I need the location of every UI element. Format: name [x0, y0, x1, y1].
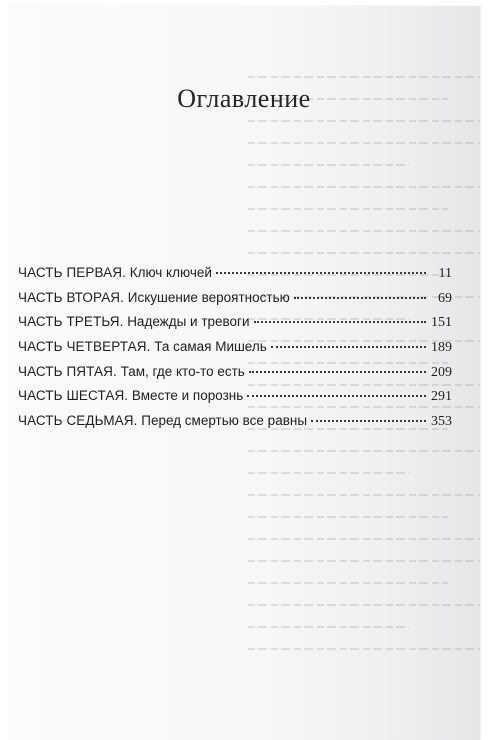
dot-leader [271, 346, 426, 348]
toc-page-number: 209 [431, 364, 452, 380]
toc-part-label: ЧАСТЬ ТРЕТЬЯ. [18, 314, 124, 330]
toc-entry [18, 314, 452, 338]
toc-entry [18, 413, 452, 437]
toc-title: Там, где кто-то есть [120, 363, 245, 379]
toc-part-label: ЧАСТЬ ВТОРАЯ. [18, 289, 125, 305]
table-of-contents [18, 265, 452, 438]
toc-page-number: 353 [431, 414, 452, 430]
toc-entry [18, 265, 452, 289]
toc-entry [18, 388, 452, 412]
toc-title: Та самая Мишель [154, 339, 267, 355]
toc-part-label: ЧАСТЬ ПЯТАЯ. [18, 363, 117, 379]
toc-title: Ключ ключей [129, 265, 212, 280]
dot-leader [249, 371, 426, 373]
toc-part-label: ЧАСТЬ ШЕСТАЯ. [18, 388, 129, 404]
dot-leader [254, 321, 426, 323]
toc-entry [18, 339, 452, 363]
toc-title: Искушение вероятностью [127, 289, 290, 305]
book-page [8, 6, 480, 740]
dot-leader [216, 272, 426, 274]
toc-page-number: 189 [431, 340, 452, 356]
toc-part-label: ЧАСТЬ ЧЕТВЕРТАЯ. [18, 339, 151, 355]
toc-entry [18, 364, 452, 388]
toc-title: Надежды и тревоги [127, 314, 250, 330]
toc-page-number: 11 [438, 266, 452, 281]
toc-part-label: ЧАСТЬ СЕДЬМАЯ. [18, 413, 138, 429]
toc-page-number: 151 [431, 315, 452, 331]
toc-part-label: ЧАСТЬ ПЕРВАЯ. [18, 265, 126, 280]
dot-leader [311, 420, 426, 422]
page-title: Оглавление [177, 84, 311, 113]
toc-title: Перед смертью все равны [141, 413, 308, 429]
toc-page-number: 69 [438, 290, 452, 306]
dot-leader [247, 395, 426, 397]
dot-leader [294, 297, 426, 299]
toc-page-number: 291 [431, 389, 452, 405]
toc-title: Вместе и порознь [131, 388, 244, 404]
toc-entry [18, 290, 452, 314]
